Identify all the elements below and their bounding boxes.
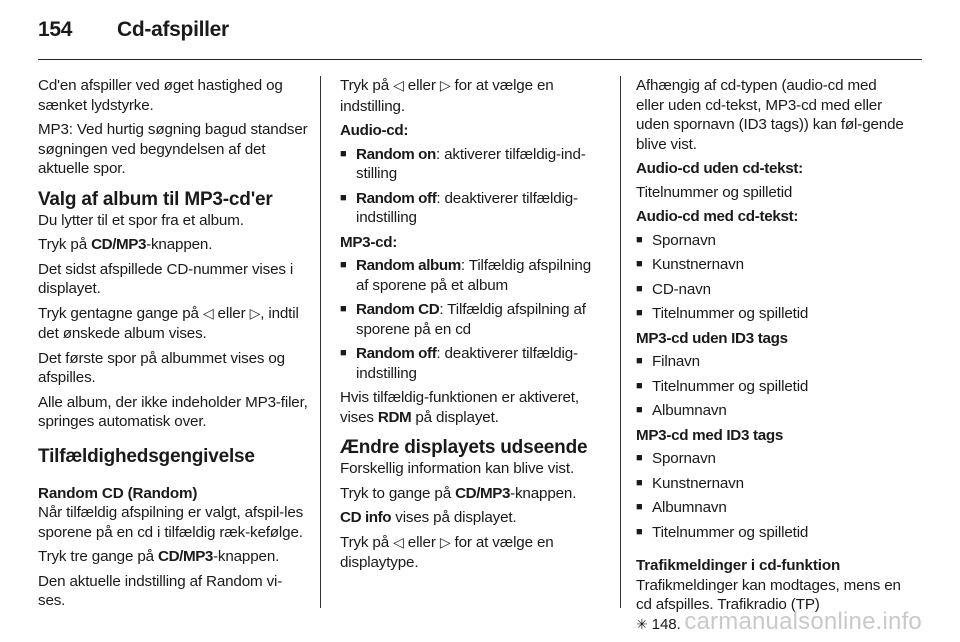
list-item <box>340 256 606 295</box>
paragraph: Trafikmeldinger kan modtages, mens en cd afspilles. Trafikradio (TP) <box>636 576 901 613</box>
list-item: ■ Titelnummer og spilletid <box>636 304 908 324</box>
column-2 <box>340 76 606 578</box>
list-item: ■ Titelnummer og spilletid <box>636 523 908 543</box>
option-name: Random off <box>356 345 437 362</box>
text: Tryk på <box>340 77 394 94</box>
section-heading: Tilfældighedsgengivelse <box>38 445 255 467</box>
watermark: carmanualsonline.info <box>684 608 922 635</box>
list-item: ■ Spornavn <box>636 449 908 469</box>
list-item: ■ Filnavn <box>636 352 908 372</box>
paragraph: MP3: Ved hurtig søgning bagud standser søgningen ved begyndelsen af det aktuelle spor. <box>38 121 308 177</box>
paragraph <box>340 76 606 116</box>
right-arrow-icon: ▷ <box>439 78 451 94</box>
paragraph <box>340 484 606 504</box>
text: Tryk to gange på <box>340 484 456 502</box>
text: Hvis tilfældig-funktionen er aktiveret, vises <box>340 389 579 426</box>
paragraph <box>38 235 308 255</box>
list-item <box>340 300 606 339</box>
paragraph: Du lytter til et spor fra et album. <box>38 211 244 229</box>
text: vises på displayet. <box>391 509 517 526</box>
paragraph: Det sidst afspillede CD-nummer vises i displayet. <box>38 260 294 297</box>
option-name: Random on <box>356 145 436 163</box>
paragraph: Forskellig information kan blive vist. <box>340 460 575 477</box>
subheading: Random CD (Random) <box>38 484 198 502</box>
page-number: 154 <box>38 18 73 41</box>
subheading: Trafikmeldinger i cd-funktion <box>636 557 841 574</box>
button-name: CD/MP3 <box>91 236 147 253</box>
text: Tryk på <box>340 533 394 551</box>
text: på displayet. <box>411 408 499 426</box>
subheading: MP3-cd med ID3 tags <box>636 426 784 444</box>
column-divider <box>620 76 621 608</box>
option-name: Random album <box>356 257 461 274</box>
text: eller <box>403 533 440 551</box>
paragraph: Det første spor på albummet vises og afspilles. <box>38 349 285 386</box>
option-name: Random off <box>356 189 437 207</box>
reference-icon: ✳ <box>636 616 648 633</box>
subheading: MP3-cd: <box>340 233 397 251</box>
text: , indtil det ønskede album vises. <box>38 304 299 342</box>
column-1 <box>38 76 308 616</box>
text: for at vælge en indstilling. <box>340 77 554 115</box>
left-arrow-icon: ◁ <box>393 78 404 94</box>
paragraph: Titelnummer og spilletid <box>636 183 793 201</box>
text: -knappen. <box>510 484 577 502</box>
list-item: ■ CD-navn <box>636 280 908 300</box>
text: for at vælge en displaytype. <box>340 533 554 571</box>
section-heading: Ændre displayets udseende <box>340 437 588 458</box>
text: eller <box>403 77 440 94</box>
paragraph <box>340 388 606 427</box>
text: : Tilfældig afspilning af sporene på et album <box>356 257 591 294</box>
option-name: Random CD <box>356 301 440 318</box>
paragraph <box>340 533 606 573</box>
subheading: Audio-cd: <box>340 122 409 139</box>
text: Tryk på <box>38 236 92 253</box>
column-divider <box>320 76 321 608</box>
list-item: ■ Kunstnernavn <box>636 474 908 494</box>
button-name: CD/MP3 <box>158 548 213 565</box>
text: Tryk tre gange på <box>38 548 158 565</box>
left-arrow-icon: ◁ <box>393 534 404 551</box>
list-item <box>340 189 606 228</box>
text: -knappen. <box>212 548 280 565</box>
list-item <box>340 145 606 184</box>
right-arrow-icon: ▷ <box>249 305 261 322</box>
header-rule <box>38 59 922 60</box>
list-item: ■ Spornavn <box>636 231 908 251</box>
page-header <box>0 0 960 60</box>
paragraph: Cd'en afspiller ved øget hastighed og sænket lydstyrke. <box>38 77 283 114</box>
display-code: CD info <box>340 509 392 526</box>
paragraph <box>38 304 308 344</box>
right-arrow-icon: ▷ <box>439 534 451 551</box>
paragraph <box>340 508 606 528</box>
text: : deaktiverer tilfældig-indstilling <box>356 345 578 382</box>
subheading: Audio-cd med cd-tekst: <box>636 208 799 225</box>
reference-page: 148. <box>647 615 681 633</box>
paragraph: Afhængig af cd-typen (audio-cd med eller uden cd-tekst, MP3-cd med eller uden spornavn (ID3 tags)) kan føl-gende blive vist. <box>636 77 904 153</box>
display-code: RDM <box>377 408 412 426</box>
column-3 <box>636 76 908 640</box>
text: eller <box>213 304 250 322</box>
left-arrow-icon: ◁ <box>202 305 214 322</box>
button-name: CD/MP3 <box>455 484 511 502</box>
subheading: MP3-cd uden ID3 tags <box>636 329 788 347</box>
paragraph: Alle album, der ikke indeholder MP3-filer, springes automatisk over. <box>38 393 308 430</box>
list-item <box>340 344 606 383</box>
paragraph: Når tilfældig afspilning er valgt, afspil-les sporene på en cd i tilfældig ræk-kefølge. <box>38 504 304 541</box>
text: Tryk gentagne gange på <box>38 304 203 322</box>
text: : deaktiverer tilfældig-indstilling <box>356 189 578 226</box>
subheading: Audio-cd uden cd-tekst: <box>636 160 803 177</box>
page-title: Cd-afspiller <box>117 18 229 41</box>
list-item: ■ Titelnummer og spilletid <box>636 377 908 397</box>
list-item: ■ Albumnavn <box>636 401 908 421</box>
section-heading: Valg af album til MP3-cd'er <box>38 188 273 210</box>
text: -knappen. <box>146 236 213 253</box>
text: : Tilfældig afspilning af sporene på en cd <box>356 301 586 338</box>
text: : aktiverer tilfældig-ind-stilling <box>356 145 586 182</box>
paragraph <box>38 547 308 567</box>
list-item: ■ Albumnavn <box>636 498 908 518</box>
list-item: ■ Kunstnernavn <box>636 255 908 275</box>
paragraph: Den aktuelle indstilling af Random vi-ses. <box>38 572 283 609</box>
